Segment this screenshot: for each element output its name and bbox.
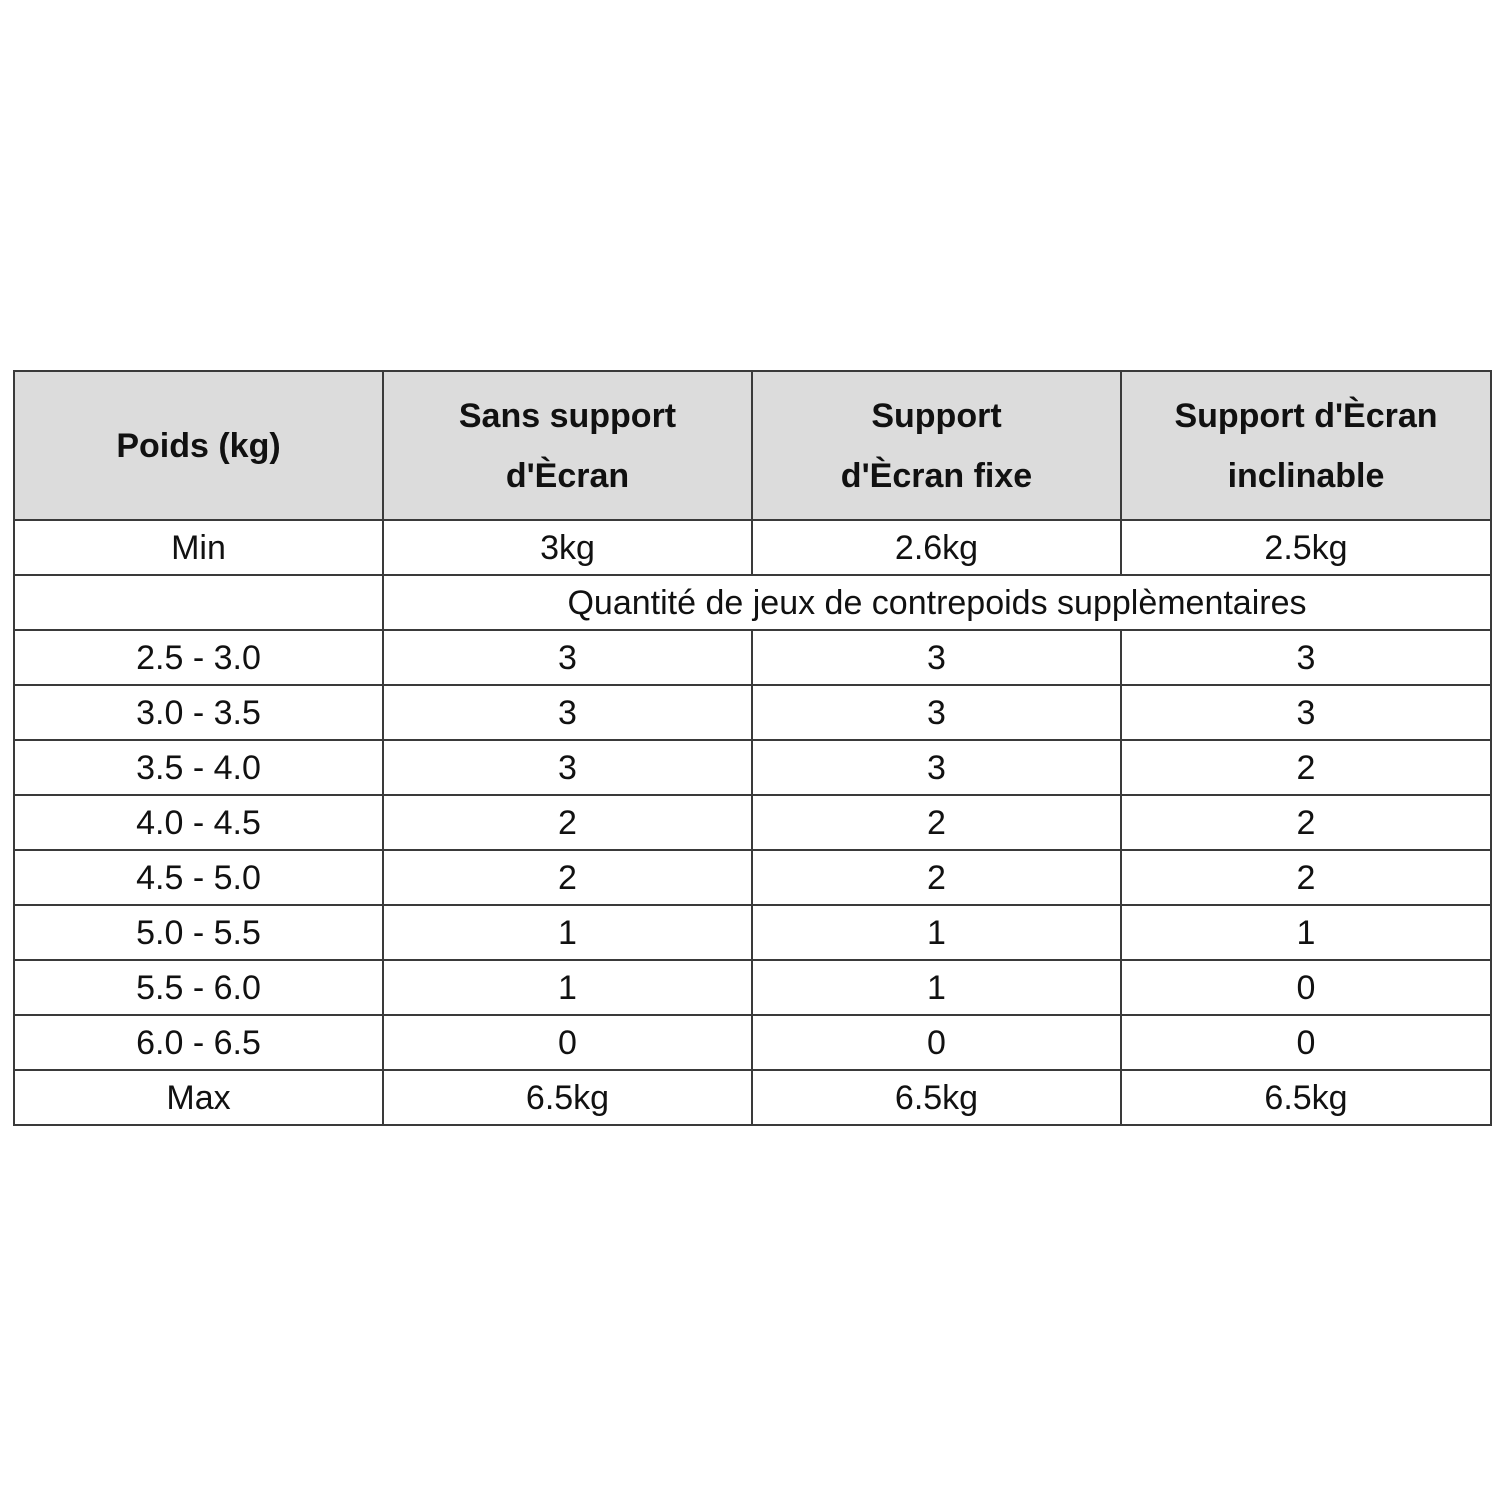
value-cell: 2 — [752, 795, 1121, 850]
value-cell: 3 — [1121, 685, 1491, 740]
table-row — [14, 795, 1491, 850]
max-fixed-stand: 6.5kg — [752, 1070, 1121, 1125]
max-row — [14, 1070, 1491, 1125]
value-cell: 2 — [752, 850, 1121, 905]
table-row — [14, 905, 1491, 960]
table-row — [14, 960, 1491, 1015]
value-cell: 1 — [752, 905, 1121, 960]
min-tilt-stand: 2.5kg — [1121, 520, 1491, 575]
header-tilt-stand: Support d'Ècran inclinable — [1121, 371, 1491, 520]
header-row — [14, 371, 1491, 520]
max-label: Max — [14, 1070, 383, 1125]
header-fixed-stand: Support d'Ècran fixe — [752, 371, 1121, 520]
range-cell: 6.0 - 6.5 — [14, 1015, 383, 1070]
value-cell: 3 — [1121, 630, 1491, 685]
value-cell: 1 — [383, 905, 752, 960]
section-empty-cell — [14, 575, 383, 630]
value-cell: 0 — [383, 1015, 752, 1070]
counterweight-table — [13, 370, 1492, 1126]
value-cell: 3 — [752, 740, 1121, 795]
range-cell: 5.0 - 5.5 — [14, 905, 383, 960]
table-row — [14, 740, 1491, 795]
value-cell: 0 — [752, 1015, 1121, 1070]
value-cell: 2 — [1121, 740, 1491, 795]
min-row — [14, 520, 1491, 575]
header-weight: Poids (kg) — [14, 371, 383, 520]
range-cell: 3.0 - 3.5 — [14, 685, 383, 740]
range-cell: 4.5 - 5.0 — [14, 850, 383, 905]
header-no-stand: Sans support d'Ècran — [383, 371, 752, 520]
min-label: Min — [14, 520, 383, 575]
table-row — [14, 685, 1491, 740]
value-cell: 0 — [1121, 960, 1491, 1015]
table-row — [14, 1015, 1491, 1070]
value-cell: 3 — [383, 685, 752, 740]
min-fixed-stand: 2.6kg — [752, 520, 1121, 575]
value-cell: 1 — [383, 960, 752, 1015]
value-cell: 2 — [1121, 850, 1491, 905]
value-cell: 3 — [752, 630, 1121, 685]
range-cell: 5.5 - 6.0 — [14, 960, 383, 1015]
max-no-stand: 6.5kg — [383, 1070, 752, 1125]
value-cell: 2 — [1121, 795, 1491, 850]
value-cell: 0 — [1121, 1015, 1491, 1070]
max-tilt-stand: 6.5kg — [1121, 1070, 1491, 1125]
section-label: Quantité de jeux de contrepoids supplèmentaires — [383, 575, 1491, 630]
value-cell: 2 — [383, 850, 752, 905]
range-cell: 3.5 - 4.0 — [14, 740, 383, 795]
min-no-stand: 3kg — [383, 520, 752, 575]
range-cell: 2.5 - 3.0 — [14, 630, 383, 685]
value-cell: 3 — [752, 685, 1121, 740]
table-row — [14, 850, 1491, 905]
value-cell: 1 — [1121, 905, 1491, 960]
value-cell: 2 — [383, 795, 752, 850]
section-row — [14, 575, 1491, 630]
range-cell: 4.0 - 4.5 — [14, 795, 383, 850]
table-row — [14, 630, 1491, 685]
value-cell: 1 — [752, 960, 1121, 1015]
value-cell: 3 — [383, 740, 752, 795]
value-cell: 3 — [383, 630, 752, 685]
